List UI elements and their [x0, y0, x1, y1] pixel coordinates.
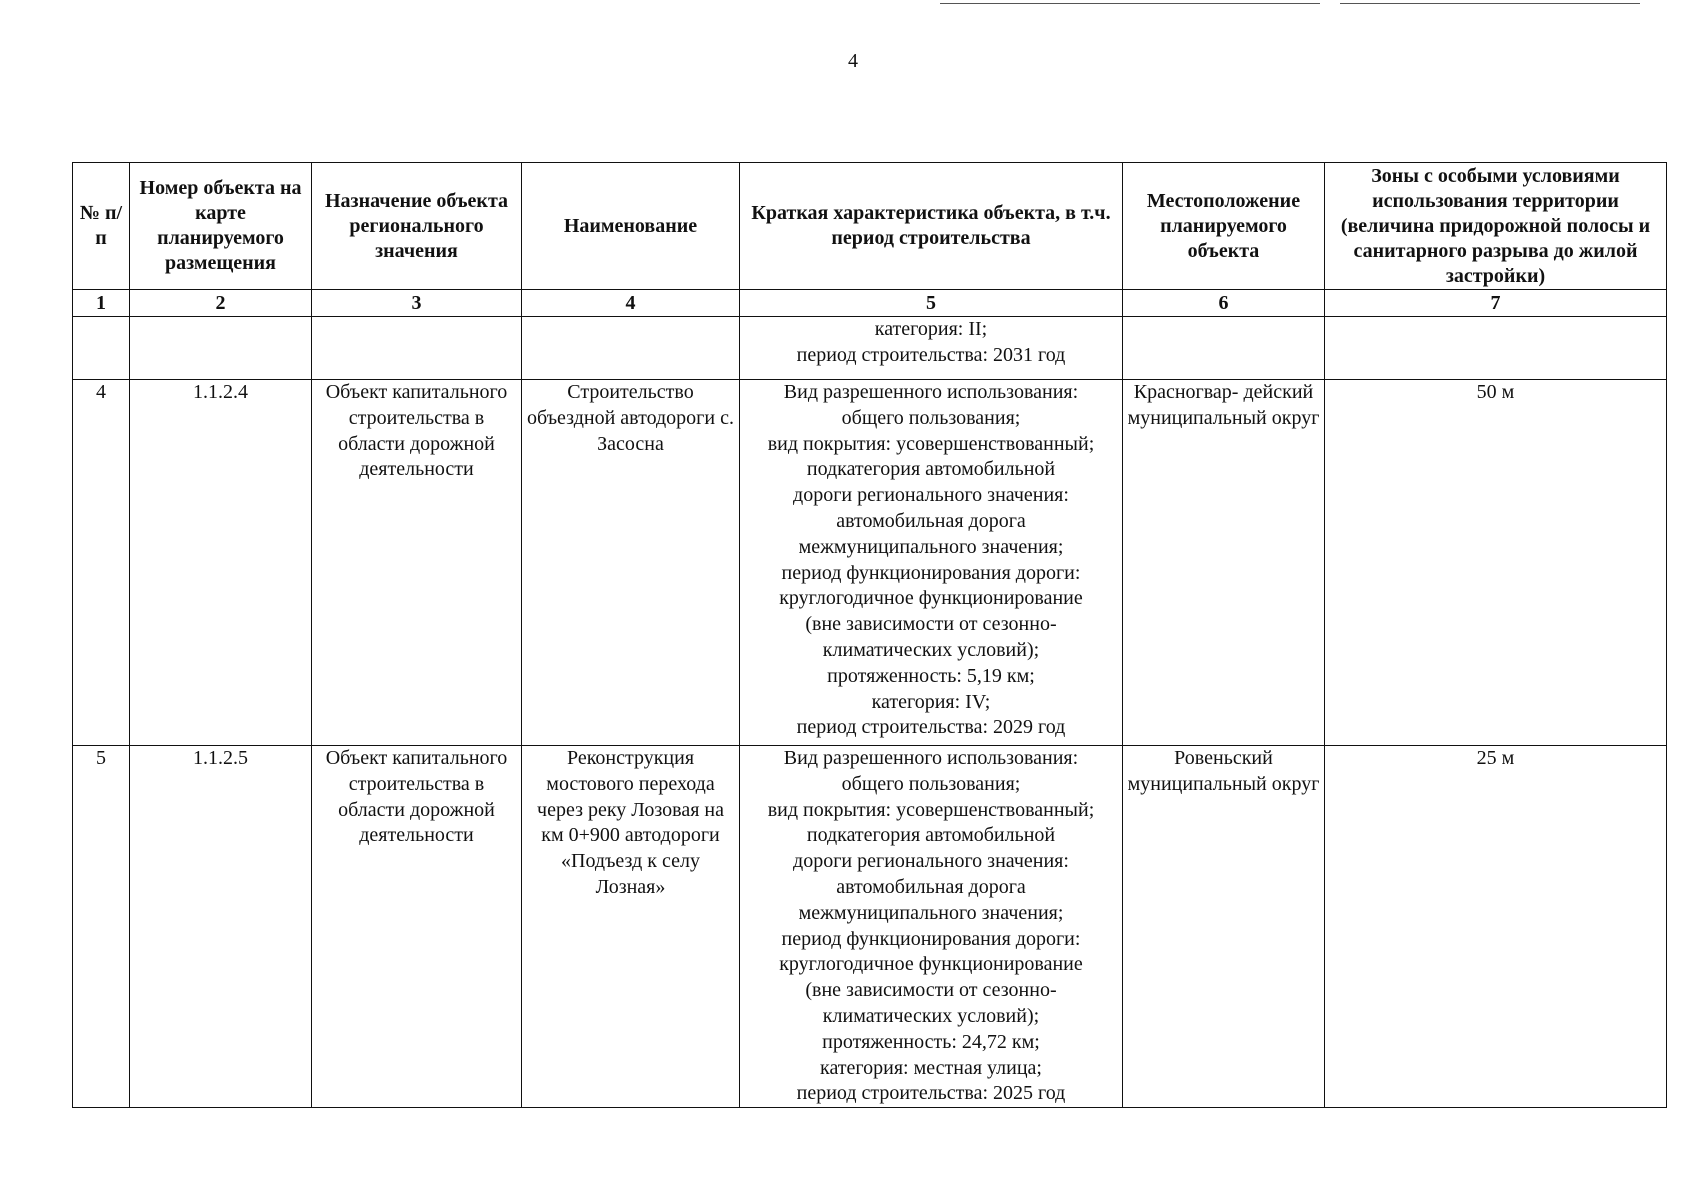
objects-table [72, 162, 1667, 1108]
characteristic-line: период строительства: 2031 год [796, 343, 1066, 366]
table-cell-empty [1325, 317, 1667, 380]
table-cell-map-number: 1.1.2.5 [130, 746, 312, 1108]
table-cell-zones: 25 м [1325, 746, 1667, 1108]
table-cell-num: 4 [73, 380, 130, 746]
header-cell-num: № п/п [73, 163, 130, 290]
characteristic-line: подкатегория автомобильной [806, 824, 1056, 847]
column-number: 4 [522, 290, 740, 317]
characteristic-line: межмуниципального значения; [798, 535, 1064, 558]
table-cell-purpose: Объект капитального строительства в области дорожной деятельности [312, 380, 522, 746]
table-row [73, 746, 1667, 1108]
characteristic-line: Вид разрешенного использования: [783, 381, 1079, 403]
header-cell-purpose: Назначение объекта регионального значения [312, 163, 522, 290]
characteristic-line: круглогодичное функционирование [779, 587, 1083, 610]
characteristic-line: автомобильная дорога [836, 875, 1026, 898]
column-number: 5 [740, 290, 1123, 317]
characteristic-line: автомобильная дорога [836, 509, 1026, 532]
characteristic-line: круглогодичное функционирование [779, 953, 1083, 976]
table-cell-characteristics [740, 317, 1123, 380]
table-cell-empty [522, 317, 740, 380]
column-number: 2 [130, 290, 312, 317]
scan-artifact-line [1340, 3, 1640, 4]
characteristic-line: вид покрытия: усовершенствованный; [767, 432, 1095, 455]
characteristic-line: климатических условий); [822, 1004, 1040, 1027]
characteristic-line: категория: IV; [871, 690, 991, 713]
table-cell-purpose: Объект капитального строительства в области дорожной деятельности [312, 746, 522, 1108]
header-cell-location: Местоположение планируемого объекта [1123, 163, 1325, 290]
header-cell-name: Наименование [522, 163, 740, 290]
characteristic-line: (вне зависимости от сезонно- [805, 979, 1057, 1002]
table-cell-zones: 50 м [1325, 380, 1667, 746]
column-number: 3 [312, 290, 522, 317]
table-cell-empty [1123, 317, 1325, 380]
page-number: 4 [848, 50, 858, 72]
characteristic-line: период строительства: 2025 год [796, 1082, 1066, 1105]
column-number-row [73, 290, 1667, 317]
table-cell-characteristics [740, 746, 1123, 1108]
characteristic-line: климатических условий); [822, 638, 1040, 661]
characteristic-line: общего пользования; [841, 772, 1021, 795]
characteristic-line: протяженность: 24,72 км; [822, 1030, 1040, 1053]
characteristic-line: подкатегория автомобильной [806, 458, 1056, 481]
characteristic-line: дороги регионального значения: [793, 484, 1069, 507]
column-number: 1 [73, 290, 130, 317]
column-number: 7 [1325, 290, 1667, 317]
characteristic-line: Вид разрешенного использования: [783, 747, 1079, 769]
table-cell-empty [73, 317, 130, 380]
characteristic-line: период функционирования дороги: [781, 927, 1081, 950]
characteristic-line: (вне зависимости от сезонно- [805, 613, 1057, 636]
table-cell-location: Ровеньский муниципальный округ [1123, 746, 1325, 1108]
header-cell-zones: Зоны с особыми условиями использования территории (величина придорожной полосы и санитарного разрыва до жилой застройки) [1325, 163, 1667, 290]
table-row-continuation [73, 317, 1667, 380]
table-cell-characteristics [740, 380, 1123, 746]
table-row [73, 380, 1667, 746]
table-cell-empty [312, 317, 522, 380]
characteristic-line: период функционирования дороги: [781, 561, 1081, 584]
characteristic-line: дороги регионального значения: [793, 850, 1069, 873]
table-cell-name: Строительство объездной автодороги с. Засосна [522, 380, 740, 746]
characteristic-line: протяженность: 5,19 км; [827, 664, 1035, 687]
column-number: 6 [1123, 290, 1325, 317]
table-cell-location: Красногвар- дейский муниципальный округ [1123, 380, 1325, 746]
table-cell-num: 5 [73, 746, 130, 1108]
characteristic-line: категория: II; [874, 318, 988, 340]
characteristic-line: вид покрытия: усовершенствованный; [767, 798, 1095, 821]
characteristic-line: общего пользования; [841, 406, 1021, 429]
table-cell-empty [130, 317, 312, 380]
header-cell-map-number: Номер объекта на карте планируемого размещения [130, 163, 312, 290]
table-cell-map-number: 1.1.2.4 [130, 380, 312, 746]
header-cell-characteristics: Краткая характеристика объекта, в т.ч. период строительства [740, 163, 1123, 290]
characteristic-line: межмуниципального значения; [798, 901, 1064, 924]
scan-artifact-line [940, 3, 1320, 4]
header-row [73, 163, 1667, 290]
characteristic-line: период строительства: 2029 год [796, 716, 1066, 739]
characteristic-line: категория: местная улица; [820, 1056, 1042, 1079]
table-cell-name: Реконструкция мостового перехода через реку Лозовая на км 0+900 автодороги «Подъезд к селу Лозная» [522, 746, 740, 1108]
